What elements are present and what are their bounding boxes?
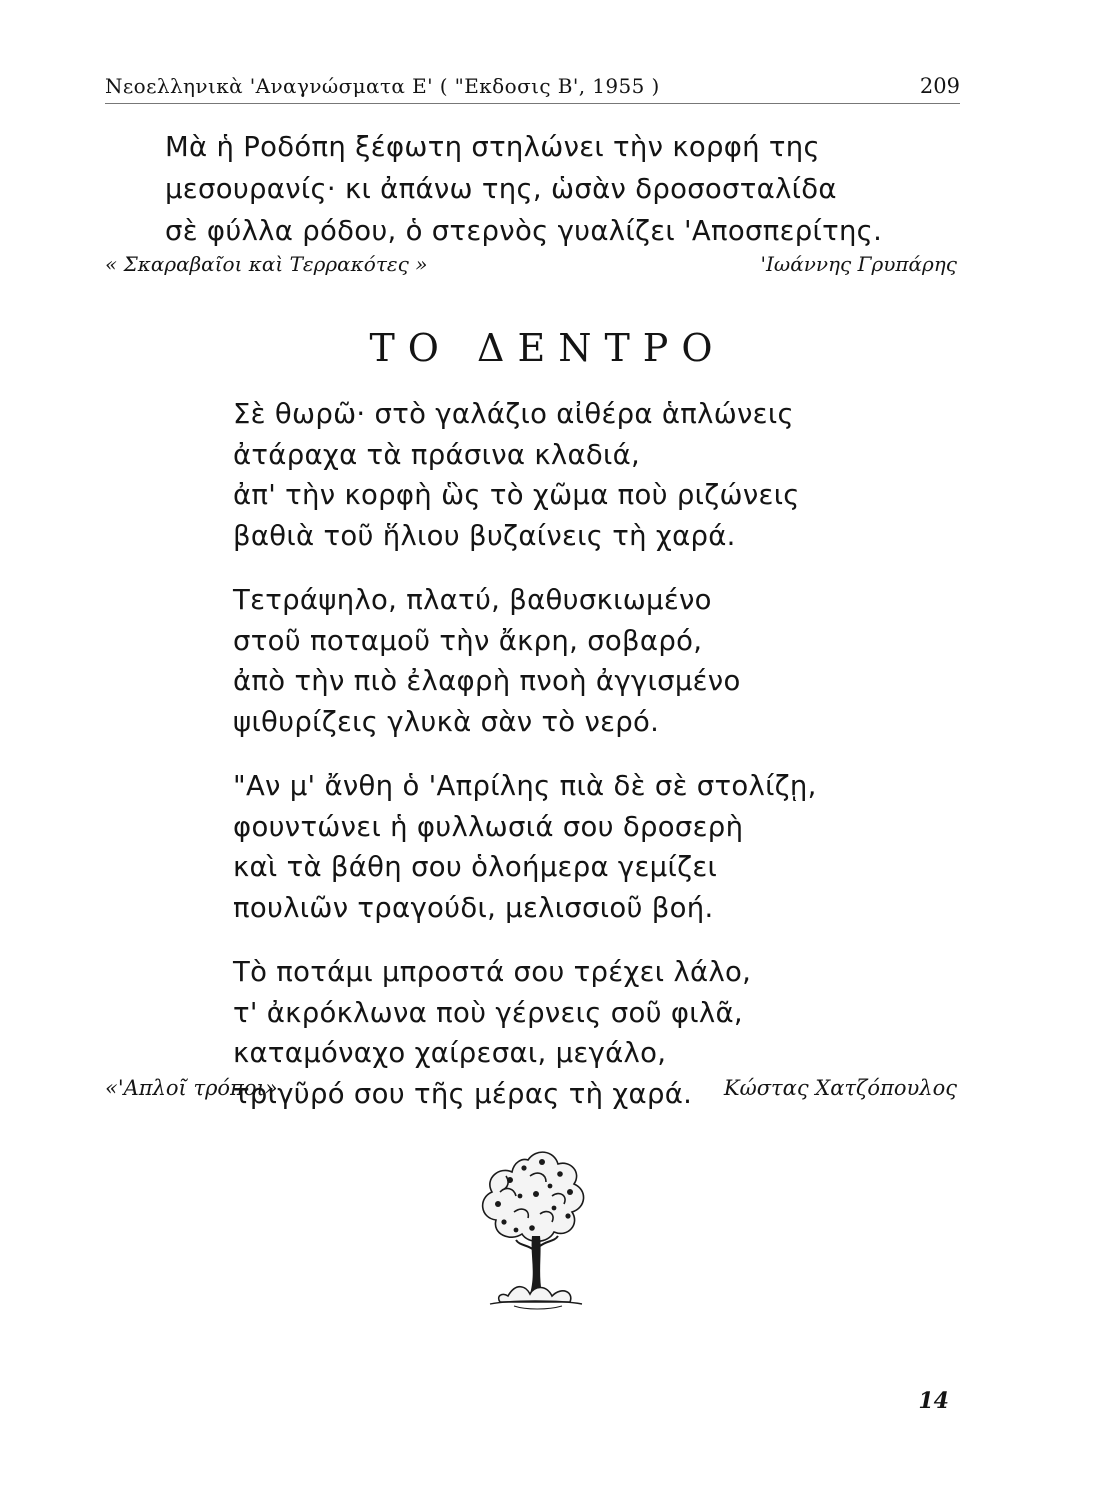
verse-line: πουλιῶν τραγούδι, μελισσιοῦ βοή. (233, 891, 714, 924)
running-title: Νεοελληνικὰ 'Αναγνώσματα Ε' ( "Εκδοσις Β', 1955 ) (105, 74, 660, 98)
verse-line: ἀπ' τὴν κορφὴ ὣς τὸ χῶμα ποὺ ριζώνεις (233, 479, 800, 511)
verse-line: Σὲ θωρῶ· στὸ γαλάζιο αἰθέρα ἁπλώνεις (233, 398, 794, 430)
source-title: «'Απλοῖ τρόποι» (105, 1076, 278, 1100)
verse-line: μεσουρανίς· κι ἀπάνω της, ὡσὰν δροσοσταλίδα (165, 173, 837, 205)
page-number: 209 (919, 74, 960, 98)
verse-line: τ' ἀκρόκλωνα ποὺ γέρνεις σοῦ φιλᾶ, (233, 996, 743, 1029)
tree-icon (470, 1146, 600, 1314)
author-name: 'Ιωάννης Γρυπάρης (760, 252, 957, 276)
author-name: Κώστας Χατζόπουλος (723, 1076, 957, 1100)
header-divider (105, 103, 960, 104)
verse-line: καταμόναχο χαίρεσαι, μεγάλο, (233, 1037, 667, 1069)
stanza (233, 766, 817, 928)
verse-line: ἀτάραχα τὰ πράσινα κλαδιά, (233, 438, 641, 471)
stanza (233, 394, 817, 556)
verse-line: Τὸ ποτάμι μπροστά σου τρέχει λάλο, (233, 956, 752, 988)
verse-line: καὶ τὰ βάθη σου ὁλοήμερα γεμίζει (233, 851, 718, 883)
poem-title: ΤΟ ΔΕΝΤΡΟ (369, 326, 726, 370)
verse-line: "Αν μ' ἄνθη ὁ 'Απρίλης πιὰ δὲ σὲ στολίζῃ, (233, 770, 817, 802)
verse-line: Τετράψηλο, πλατύ, βαθυσκιωμένο (233, 584, 712, 616)
verse-line: Μὰ ἡ Ροδόπη ξέφωτη στηλώνει τὴν κορφή της (165, 131, 820, 163)
poem-body (233, 394, 817, 1138)
verse-line: σὲ φύλλα ρόδου, ὁ στερνὸς γυαλίζει 'Αποσπερίτης. (165, 215, 883, 247)
preceding-poem-excerpt (165, 126, 882, 252)
verse-line: βαθιὰ τοῦ ἥλιου βυζαίνεις τὴ χαρά. (233, 519, 736, 552)
verse-line: ἀπὸ τὴν πιὸ ἐλαφρὴ πνοὴ ἀγγισμένο (233, 665, 741, 697)
signature-mark: 14 (918, 1388, 949, 1414)
verse-line: στοῦ ποταμοῦ τὴν ἄκρη, σοβαρό, (233, 624, 703, 657)
verse-line: τριγῦρό σου τῆς μέρας τὴ χαρά. (233, 1077, 693, 1110)
stanza (233, 580, 817, 742)
verse-line: φουντώνει ἡ φυλλωσιά σου δροσερὴ (233, 810, 744, 843)
source-title: « Σκαραβαῖοι καὶ Τερρακότες » (105, 252, 428, 276)
verse-line: ψιθυρίζεις γλυκὰ σὰν τὸ νερό. (233, 705, 660, 738)
